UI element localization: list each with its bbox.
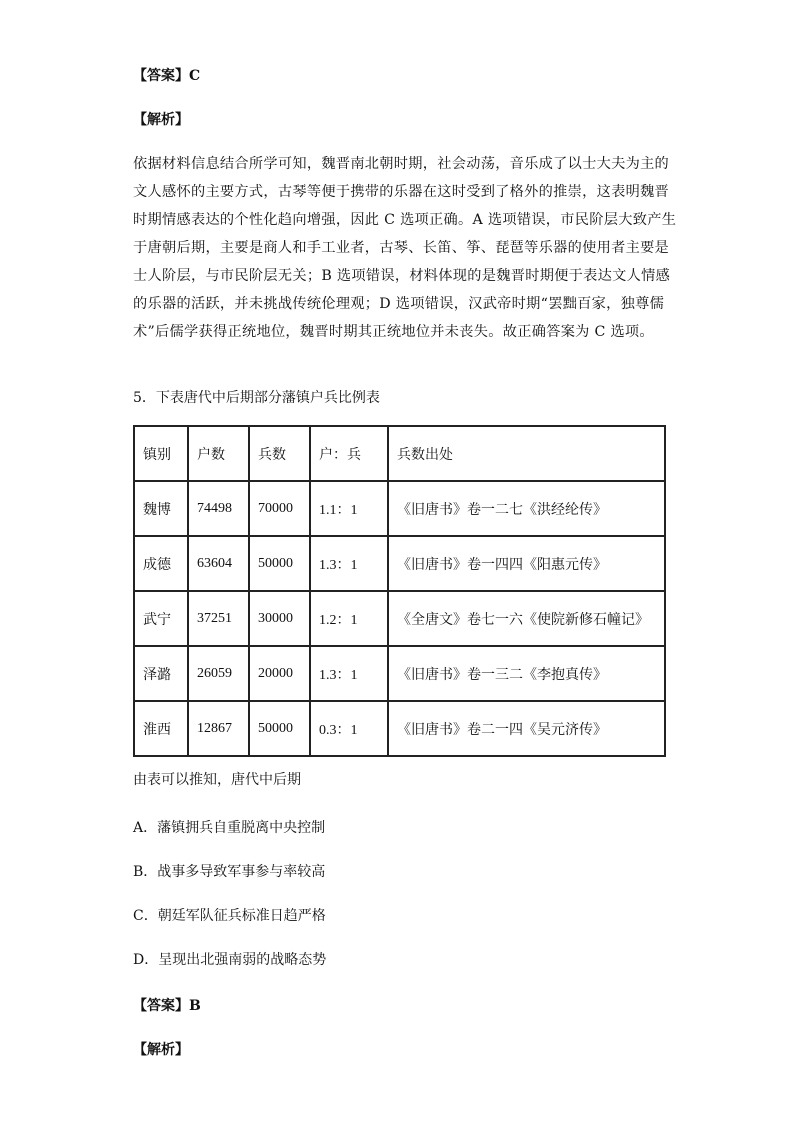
table-row: [134, 481, 665, 536]
table-row: [134, 646, 665, 701]
table-cell: 12867: [188, 701, 249, 756]
table-cell: 50000: [249, 701, 310, 756]
table-cell: 50000: [249, 536, 310, 591]
table-cell: 泽潞: [134, 646, 188, 701]
analysis-line: 的乐器的活跃，并未挑战传统伦理观；D 选项错误，汉武帝时期“罢黜百家，独尊儒: [133, 296, 665, 312]
household-soldier-table: [133, 425, 666, 757]
question-5-title: 5．下表唐代中后期部分藩镇户兵比例表: [133, 390, 380, 406]
table-row: [134, 701, 665, 756]
table-header-row: [134, 426, 665, 481]
table-header-cell: 镇别: [134, 426, 188, 481]
analysis-line: 依据材料信息结合所学可知，魏晋南北朝时期，社会动荡，音乐成了以士大夫为主的: [133, 156, 670, 172]
table-cell: 《旧唐书》卷一三二《李抱真传》: [388, 646, 665, 701]
analysis-line: 于唐朝后期，主要是商人和手工业者，古琴、长笛、筝、琵琶等乐器的使用者主要是: [133, 240, 670, 256]
table-cell: 魏博: [134, 481, 188, 536]
table-row: [134, 536, 665, 591]
table-cell: 0.3：1: [310, 701, 388, 756]
option-a: A．藩镇拥兵自重脱离中央控制: [133, 820, 326, 836]
table-cell: 1.2：1: [310, 591, 388, 646]
table-header-cell: 户数: [188, 426, 249, 481]
analysis-label-1: 【解析】: [133, 112, 189, 128]
table-cell: 1.1：1: [310, 481, 388, 536]
analysis-label-2: 【解析】: [133, 1042, 189, 1058]
table-cell: 成德: [134, 536, 188, 591]
analysis-paragraph: [133, 150, 677, 346]
table-cell: 淮西: [134, 701, 188, 756]
table-cell: 1.3：1: [310, 536, 388, 591]
table-cell: 74498: [188, 481, 249, 536]
question-stem: 由表可以推知，唐代中后期: [133, 772, 301, 788]
analysis-line: 文人感怀的主要方式，古琴等便于携带的乐器在这时受到了格外的推崇，这表明魏晋: [133, 184, 670, 200]
table-header-cell: 兵数: [249, 426, 310, 481]
table-cell: 《旧唐书》卷一四四《阳惠元传》: [388, 536, 665, 591]
table-cell: 武宁: [134, 591, 188, 646]
table-cell: 37251: [188, 591, 249, 646]
table-cell: 《旧唐书》卷二一四《吴元济传》: [388, 701, 665, 756]
table-header-cell: 户：兵: [310, 426, 388, 481]
table-cell: 1.3：1: [310, 646, 388, 701]
answer-line-1: 【答案】C: [133, 68, 201, 84]
table-cell: 70000: [249, 481, 310, 536]
table-row: [134, 591, 665, 646]
option-d: D．呈现出北强南弱的战略态势: [133, 952, 327, 968]
table-cell: 《旧唐书》卷一二七《洪经纶传》: [388, 481, 665, 536]
option-b: B．战事多导致军事参与率较高: [133, 864, 326, 880]
table-cell: 63604: [188, 536, 249, 591]
analysis-line: 时期情感表达的个性化趋向增强，因此 C 选项正确。A 选项错误，市民阶层大致产生: [133, 212, 677, 228]
table-cell: 《全唐文》卷七一六《使院新修石幢记》: [388, 591, 665, 646]
table-cell: 26059: [188, 646, 249, 701]
table-cell: 30000: [249, 591, 310, 646]
table-header-cell: 兵数出处: [388, 426, 665, 481]
table-cell: 20000: [249, 646, 310, 701]
option-c: C．朝廷军队征兵标准日趋严格: [133, 908, 326, 924]
analysis-line: 术”后儒学获得正统地位，魏晋时期其正统地位并未丧失。故正确答案为 C 选项。: [133, 324, 654, 340]
answer-line-2: 【答案】B: [133, 998, 201, 1014]
analysis-line: 士人阶层，与市民阶层无关；B 选项错误，材料体现的是魏晋时期便于表达文人情感: [133, 268, 671, 284]
